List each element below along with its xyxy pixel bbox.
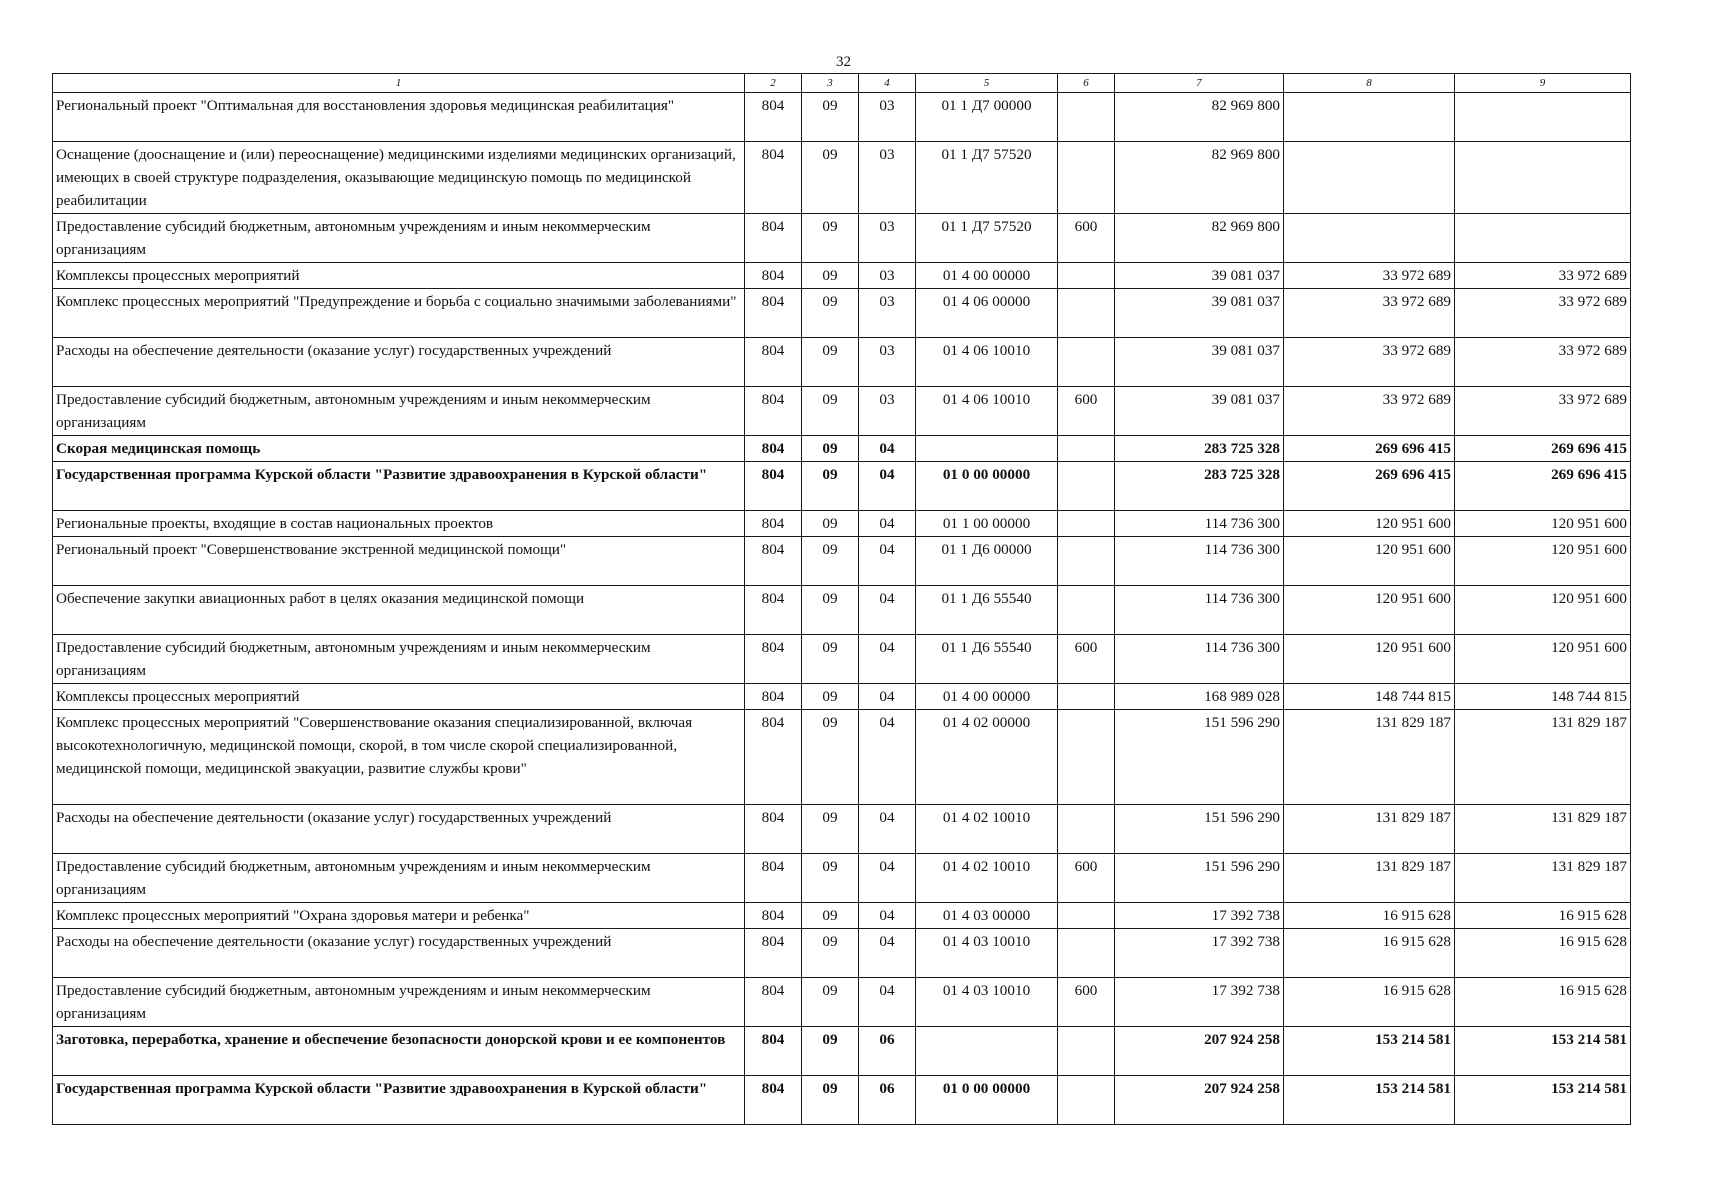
amount-year3-cell: 269 696 415: [1455, 436, 1631, 462]
amount-year1-cell: 207 924 258: [1115, 1027, 1284, 1076]
item-name-cell: Предоставление субсидий бюджетным, автономным учреждениям и иным некоммерческим организациям: [53, 978, 745, 1027]
ministry-code-cell: 804: [745, 537, 802, 586]
item-name-cell: Расходы на обеспечение деятельности (оказание услуг) государственных учреждений: [53, 929, 745, 978]
item-name-cell: Комплексы процессных мероприятий: [53, 684, 745, 710]
amount-year3-cell: 120 951 600: [1455, 635, 1631, 684]
target-article-cell: [916, 436, 1058, 462]
table-row: [53, 537, 1631, 586]
amount-year2-cell: 33 972 689: [1284, 387, 1455, 436]
item-name-cell: Предоставление субсидий бюджетным, автономным учреждениям и иным некоммерческим организациям: [53, 387, 745, 436]
subsection-code-cell: 04: [859, 854, 916, 903]
amount-year1-cell: 283 725 328: [1115, 462, 1284, 511]
section-code-cell: 09: [802, 929, 859, 978]
table-row: [53, 586, 1631, 635]
subsection-code-cell: 04: [859, 635, 916, 684]
section-code-cell: 09: [802, 586, 859, 635]
table-row: [53, 1027, 1631, 1076]
item-name-cell: Региональный проект "Совершенствование экстренной медицинской помощи": [53, 537, 745, 586]
expense-type-cell: [1058, 537, 1115, 586]
target-article-cell: 01 1 00 00000: [916, 511, 1058, 537]
amount-year1-cell: 114 736 300: [1115, 635, 1284, 684]
subsection-code-cell: 04: [859, 511, 916, 537]
amount-year1-cell: 151 596 290: [1115, 854, 1284, 903]
target-article-cell: 01 4 02 00000: [916, 710, 1058, 805]
amount-year2-cell: 148 744 815: [1284, 684, 1455, 710]
section-code-cell: 09: [802, 854, 859, 903]
ministry-code-cell: 804: [745, 635, 802, 684]
subsection-code-cell: 03: [859, 387, 916, 436]
ministry-code-cell: 804: [745, 142, 802, 214]
expense-type-cell: [1058, 805, 1115, 854]
column-number-row: [53, 74, 1631, 93]
target-article-cell: 01 1 Д6 55540: [916, 635, 1058, 684]
table-row: [53, 263, 1631, 289]
amount-year2-cell: 131 829 187: [1284, 710, 1455, 805]
item-name-cell: Обеспечение закупки авиационных работ в целях оказания медицинской помощи: [53, 586, 745, 635]
amount-year2-cell: 120 951 600: [1284, 511, 1455, 537]
ministry-code-cell: 804: [745, 854, 802, 903]
table-row: [53, 684, 1631, 710]
expense-type-cell: [1058, 436, 1115, 462]
subsection-code-cell: 03: [859, 214, 916, 263]
column-header: 2: [745, 74, 802, 93]
amount-year2-cell: 131 829 187: [1284, 854, 1455, 903]
section-code-cell: 09: [802, 684, 859, 710]
item-name-cell: Государственная программа Курской области "Развитие здравоохранения в Курской области": [53, 1076, 745, 1125]
target-article-cell: 01 4 03 00000: [916, 903, 1058, 929]
item-name-cell: Оснащение (дооснащение и (или) переоснащение) медицинскими изделиями медицинских организаций, имеющих в своей структуре подразделения, оказывающие медицинскую помощь по медицинской реабилитации: [53, 142, 745, 214]
ministry-code-cell: 804: [745, 387, 802, 436]
target-article-cell: [916, 1027, 1058, 1076]
expense-type-cell: [1058, 1076, 1115, 1125]
expense-type-cell: [1058, 263, 1115, 289]
section-code-cell: 09: [802, 903, 859, 929]
table-row: [53, 710, 1631, 805]
table-row: [53, 903, 1631, 929]
table-row: [53, 635, 1631, 684]
table-row: [53, 854, 1631, 903]
target-article-cell: 01 1 Д6 00000: [916, 537, 1058, 586]
table-row: [53, 436, 1631, 462]
amount-year1-cell: 17 392 738: [1115, 978, 1284, 1027]
amount-year1-cell: 151 596 290: [1115, 805, 1284, 854]
amount-year3-cell: 120 951 600: [1455, 586, 1631, 635]
subsection-code-cell: 04: [859, 903, 916, 929]
ministry-code-cell: 804: [745, 338, 802, 387]
section-code-cell: 09: [802, 436, 859, 462]
amount-year3-cell: 33 972 689: [1455, 387, 1631, 436]
expense-type-cell: [1058, 903, 1115, 929]
item-name-cell: Предоставление субсидий бюджетным, автономным учреждениям и иным некоммерческим организациям: [53, 854, 745, 903]
amount-year3-cell: 33 972 689: [1455, 263, 1631, 289]
subsection-code-cell: 03: [859, 142, 916, 214]
amount-year2-cell: [1284, 93, 1455, 142]
section-code-cell: 09: [802, 142, 859, 214]
subsection-code-cell: 04: [859, 462, 916, 511]
item-name-cell: Предоставление субсидий бюджетным, автономным учреждениям и иным некоммерческим организациям: [53, 214, 745, 263]
subsection-code-cell: 04: [859, 929, 916, 978]
item-name-cell: Региональный проект "Оптимальная для восстановления здоровья медицинская реабилитация": [53, 93, 745, 142]
subsection-code-cell: 03: [859, 338, 916, 387]
ministry-code-cell: 804: [745, 805, 802, 854]
amount-year1-cell: 39 081 037: [1115, 338, 1284, 387]
target-article-cell: 01 1 Д7 57520: [916, 214, 1058, 263]
section-code-cell: 09: [802, 978, 859, 1027]
amount-year1-cell: 114 736 300: [1115, 511, 1284, 537]
expense-type-cell: 600: [1058, 978, 1115, 1027]
target-article-cell: 01 4 03 10010: [916, 978, 1058, 1027]
amount-year2-cell: 120 951 600: [1284, 537, 1455, 586]
amount-year3-cell: 153 214 581: [1455, 1076, 1631, 1125]
item-name-cell: Расходы на обеспечение деятельности (оказание услуг) государственных учреждений: [53, 805, 745, 854]
ministry-code-cell: 804: [745, 1076, 802, 1125]
expense-type-cell: [1058, 142, 1115, 214]
column-header: 1: [53, 74, 745, 93]
amount-year3-cell: 33 972 689: [1455, 338, 1631, 387]
subsection-code-cell: 04: [859, 537, 916, 586]
item-name-cell: Комплекс процессных мероприятий "Совершенствование оказания специализированной, включая высокотехнологичную, медицинской помощи, скорой, в том числе скорой специализированной, медицинской помощи, медицинской эвакуации, развитие службы крови": [53, 710, 745, 805]
section-code-cell: 09: [802, 214, 859, 263]
item-name-cell: Скорая медицинская помощь: [53, 436, 745, 462]
amount-year2-cell: 33 972 689: [1284, 263, 1455, 289]
table-row: [53, 387, 1631, 436]
amount-year2-cell: 153 214 581: [1284, 1076, 1455, 1125]
expense-type-cell: [1058, 462, 1115, 511]
ministry-code-cell: 804: [745, 289, 802, 338]
item-name-cell: Государственная программа Курской области "Развитие здравоохранения в Курской области": [53, 462, 745, 511]
amount-year1-cell: 151 596 290: [1115, 710, 1284, 805]
item-name-cell: Предоставление субсидий бюджетным, автономным учреждениям и иным некоммерческим организациям: [53, 635, 745, 684]
column-header: 6: [1058, 74, 1115, 93]
section-code-cell: 09: [802, 805, 859, 854]
amount-year3-cell: 120 951 600: [1455, 511, 1631, 537]
target-article-cell: 01 4 06 10010: [916, 338, 1058, 387]
ministry-code-cell: 804: [745, 586, 802, 635]
column-header: 9: [1455, 74, 1631, 93]
expense-type-cell: [1058, 586, 1115, 635]
amount-year3-cell: [1455, 142, 1631, 214]
subsection-code-cell: 04: [859, 805, 916, 854]
amount-year2-cell: 120 951 600: [1284, 635, 1455, 684]
target-article-cell: 01 4 03 10010: [916, 929, 1058, 978]
amount-year2-cell: [1284, 142, 1455, 214]
amount-year1-cell: 39 081 037: [1115, 263, 1284, 289]
section-code-cell: 09: [802, 462, 859, 511]
amount-year1-cell: 283 725 328: [1115, 436, 1284, 462]
amount-year2-cell: 33 972 689: [1284, 338, 1455, 387]
ministry-code-cell: 804: [745, 978, 802, 1027]
expense-type-cell: [1058, 710, 1115, 805]
amount-year2-cell: 153 214 581: [1284, 1027, 1455, 1076]
ministry-code-cell: 804: [745, 214, 802, 263]
expense-type-cell: [1058, 338, 1115, 387]
subsection-code-cell: 06: [859, 1076, 916, 1125]
expense-type-cell: 600: [1058, 635, 1115, 684]
table-row: [53, 289, 1631, 338]
section-code-cell: 09: [802, 511, 859, 537]
target-article-cell: 01 4 00 00000: [916, 684, 1058, 710]
item-name-cell: Комплексы процессных мероприятий: [53, 263, 745, 289]
amount-year1-cell: 82 969 800: [1115, 142, 1284, 214]
amount-year2-cell: 33 972 689: [1284, 289, 1455, 338]
column-header: 3: [802, 74, 859, 93]
target-article-cell: 01 4 02 10010: [916, 805, 1058, 854]
section-code-cell: 09: [802, 710, 859, 805]
budget-table: [52, 73, 1631, 1125]
amount-year2-cell: 16 915 628: [1284, 978, 1455, 1027]
section-code-cell: 09: [802, 537, 859, 586]
table-row: [53, 338, 1631, 387]
column-header: 8: [1284, 74, 1455, 93]
expense-type-cell: [1058, 289, 1115, 338]
amount-year1-cell: 114 736 300: [1115, 586, 1284, 635]
page-number: 32: [836, 54, 851, 70]
item-name-cell: Региональные проекты, входящие в состав национальных проектов: [53, 511, 745, 537]
amount-year3-cell: 131 829 187: [1455, 710, 1631, 805]
expense-type-cell: [1058, 93, 1115, 142]
amount-year1-cell: 17 392 738: [1115, 929, 1284, 978]
table-row: [53, 511, 1631, 537]
amount-year3-cell: 16 915 628: [1455, 929, 1631, 978]
item-name-cell: Комплекс процессных мероприятий "Охрана здоровья матери и ребенка": [53, 903, 745, 929]
table-row: [53, 142, 1631, 214]
expense-type-cell: 600: [1058, 214, 1115, 263]
section-code-cell: 09: [802, 1027, 859, 1076]
subsection-code-cell: 03: [859, 93, 916, 142]
subsection-code-cell: 06: [859, 1027, 916, 1076]
section-code-cell: 09: [802, 93, 859, 142]
amount-year2-cell: 120 951 600: [1284, 586, 1455, 635]
amount-year3-cell: 131 829 187: [1455, 854, 1631, 903]
target-article-cell: 01 0 00 00000: [916, 462, 1058, 511]
ministry-code-cell: 804: [745, 511, 802, 537]
amount-year3-cell: 120 951 600: [1455, 537, 1631, 586]
item-name-cell: Комплекс процессных мероприятий "Предупреждение и борьба с социально значимыми заболеваниями": [53, 289, 745, 338]
amount-year3-cell: 16 915 628: [1455, 903, 1631, 929]
expense-type-cell: 600: [1058, 854, 1115, 903]
amount-year3-cell: [1455, 93, 1631, 142]
expense-type-cell: [1058, 929, 1115, 978]
amount-year1-cell: 39 081 037: [1115, 387, 1284, 436]
target-article-cell: 01 1 Д7 57520: [916, 142, 1058, 214]
expense-type-cell: [1058, 511, 1115, 537]
ministry-code-cell: 804: [745, 462, 802, 511]
table-row: [53, 1076, 1631, 1125]
subsection-code-cell: 04: [859, 978, 916, 1027]
target-article-cell: 01 4 00 00000: [916, 263, 1058, 289]
ministry-code-cell: 804: [745, 263, 802, 289]
amount-year2-cell: 16 915 628: [1284, 929, 1455, 978]
table-row: [53, 805, 1631, 854]
ministry-code-cell: 804: [745, 1027, 802, 1076]
column-header: 7: [1115, 74, 1284, 93]
section-code-cell: 09: [802, 387, 859, 436]
subsection-code-cell: 03: [859, 289, 916, 338]
amount-year3-cell: 148 744 815: [1455, 684, 1631, 710]
subsection-code-cell: 04: [859, 710, 916, 805]
target-article-cell: 01 4 06 10010: [916, 387, 1058, 436]
amount-year3-cell: 269 696 415: [1455, 462, 1631, 511]
table-row: [53, 978, 1631, 1027]
item-name-cell: Заготовка, переработка, хранение и обеспечение безопасности донорской крови и ее компонентов: [53, 1027, 745, 1076]
table-row: [53, 93, 1631, 142]
amount-year1-cell: 114 736 300: [1115, 537, 1284, 586]
table-row: [53, 462, 1631, 511]
subsection-code-cell: 04: [859, 684, 916, 710]
amount-year3-cell: 16 915 628: [1455, 978, 1631, 1027]
amount-year3-cell: 153 214 581: [1455, 1027, 1631, 1076]
expense-type-cell: [1058, 684, 1115, 710]
column-header: 4: [859, 74, 916, 93]
amount-year3-cell: 33 972 689: [1455, 289, 1631, 338]
expense-type-cell: [1058, 1027, 1115, 1076]
section-code-cell: 09: [802, 289, 859, 338]
amount-year1-cell: 82 969 800: [1115, 93, 1284, 142]
table-row: [53, 214, 1631, 263]
section-code-cell: 09: [802, 338, 859, 387]
ministry-code-cell: 804: [745, 436, 802, 462]
column-header: 5: [916, 74, 1058, 93]
section-code-cell: 09: [802, 263, 859, 289]
ministry-code-cell: 804: [745, 929, 802, 978]
item-name-cell: Расходы на обеспечение деятельности (оказание услуг) государственных учреждений: [53, 338, 745, 387]
ministry-code-cell: 804: [745, 903, 802, 929]
ministry-code-cell: 804: [745, 710, 802, 805]
table-body: [53, 93, 1631, 1125]
amount-year2-cell: 269 696 415: [1284, 436, 1455, 462]
target-article-cell: 01 4 06 00000: [916, 289, 1058, 338]
amount-year2-cell: 16 915 628: [1284, 903, 1455, 929]
amount-year3-cell: [1455, 214, 1631, 263]
amount-year1-cell: 39 081 037: [1115, 289, 1284, 338]
amount-year2-cell: 131 829 187: [1284, 805, 1455, 854]
amount-year1-cell: 17 392 738: [1115, 903, 1284, 929]
expense-type-cell: 600: [1058, 387, 1115, 436]
ministry-code-cell: 804: [745, 684, 802, 710]
section-code-cell: 09: [802, 1076, 859, 1125]
section-code-cell: 09: [802, 635, 859, 684]
subsection-code-cell: 03: [859, 263, 916, 289]
amount-year1-cell: 207 924 258: [1115, 1076, 1284, 1125]
target-article-cell: 01 1 Д6 55540: [916, 586, 1058, 635]
amount-year1-cell: 82 969 800: [1115, 214, 1284, 263]
amount-year3-cell: 131 829 187: [1455, 805, 1631, 854]
amount-year1-cell: 168 989 028: [1115, 684, 1284, 710]
amount-year2-cell: 269 696 415: [1284, 462, 1455, 511]
target-article-cell: 01 0 00 00000: [916, 1076, 1058, 1125]
target-article-cell: 01 4 02 10010: [916, 854, 1058, 903]
target-article-cell: 01 1 Д7 00000: [916, 93, 1058, 142]
amount-year2-cell: [1284, 214, 1455, 263]
subsection-code-cell: 04: [859, 436, 916, 462]
ministry-code-cell: 804: [745, 93, 802, 142]
subsection-code-cell: 04: [859, 586, 916, 635]
table-row: [53, 929, 1631, 978]
